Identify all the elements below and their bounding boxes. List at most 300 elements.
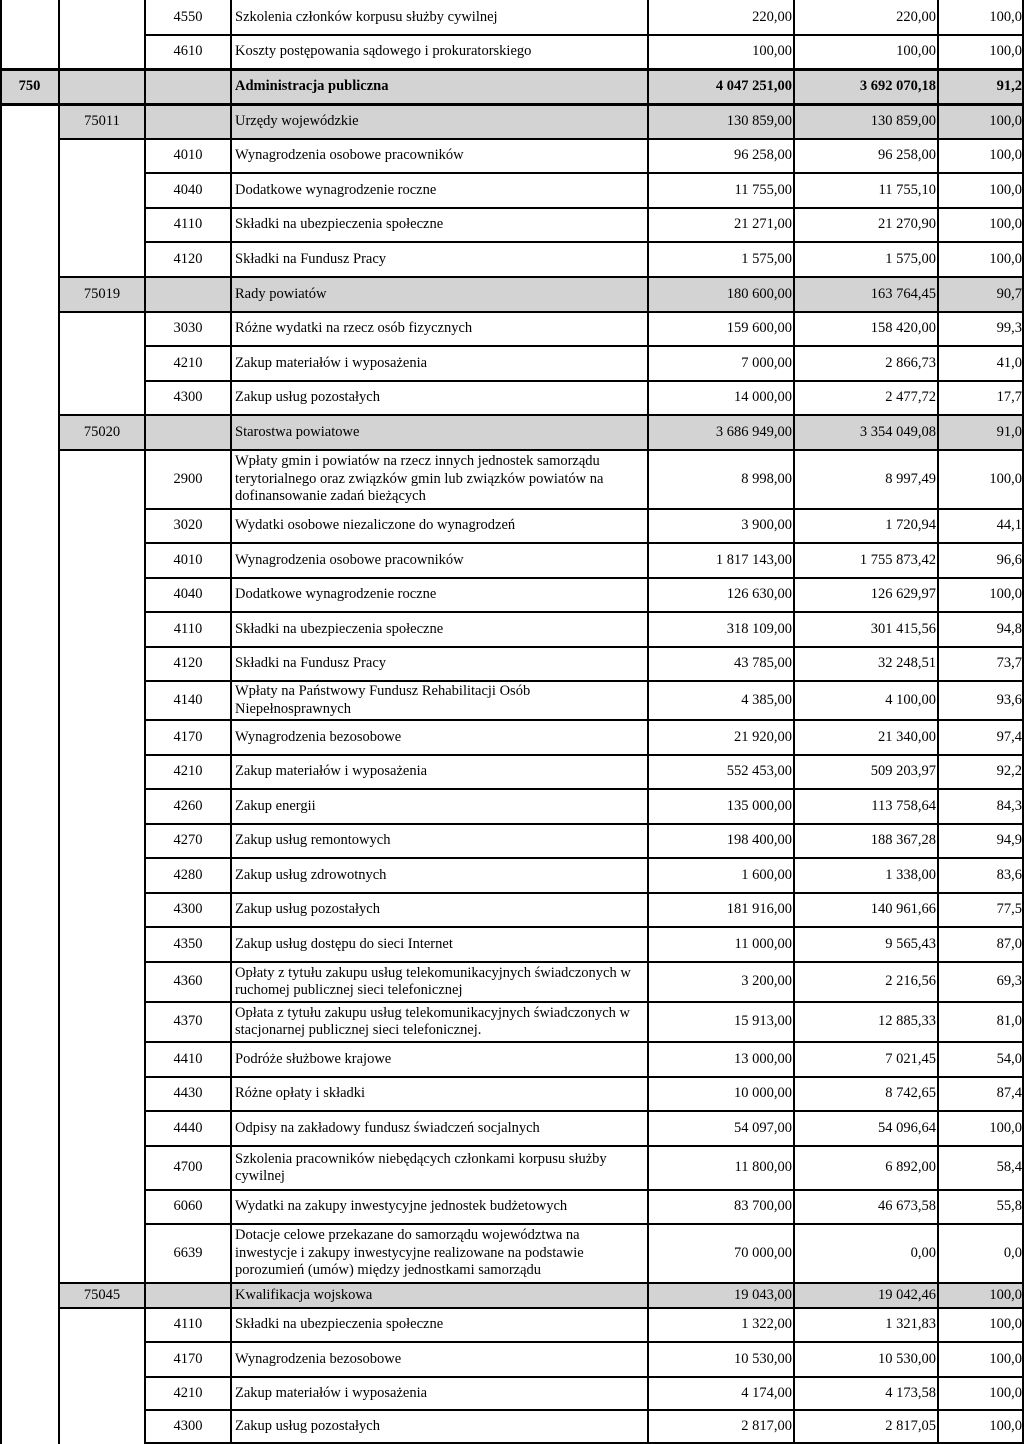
plan-cell <box>648 277 794 312</box>
name-cell <box>231 1077 648 1111</box>
execution-cell <box>794 927 938 962</box>
percent-cell <box>938 0 1024 35</box>
execution-text: 2 477,72 <box>885 389 936 406</box>
plan-text: 21 920,00 <box>734 728 792 745</box>
chapter-cell <box>59 962 145 1002</box>
execution-text: 21 270,90 <box>878 216 936 233</box>
plan-cell <box>648 647 794 681</box>
paragraph-text: 4270 <box>173 832 203 849</box>
execution-text: 2 216,56 <box>885 973 936 990</box>
name-cell <box>231 0 648 35</box>
plan-text: 181 916,00 <box>726 901 792 918</box>
percent-text: 94,8 <box>996 620 1022 637</box>
paragraph-text: 4260 <box>173 797 203 814</box>
chapter-cell <box>59 242 145 277</box>
percent-cell <box>938 1342 1024 1377</box>
paragraph-cell <box>145 208 231 242</box>
paragraph-text: 4110 <box>173 216 203 233</box>
chapter-text: 75019 <box>83 285 121 302</box>
execution-cell <box>794 1077 938 1111</box>
name-cell <box>231 1146 648 1190</box>
execution-text: 3 692 070,18 <box>859 77 936 94</box>
table-row <box>0 893 1024 927</box>
execution-text: 100,00 <box>896 43 936 60</box>
plan-text: 13 000,00 <box>734 1050 792 1067</box>
percent-text: 17,7 <box>996 389 1022 406</box>
plan-text: 198 400,00 <box>726 832 792 849</box>
chapter-cell <box>59 789 145 824</box>
plan-cell <box>648 35 794 69</box>
plan-cell <box>648 242 794 277</box>
table-row <box>0 647 1024 681</box>
dzial-cell <box>0 1111 59 1146</box>
dzial-cell <box>0 1410 59 1444</box>
percent-text: 100,0 <box>989 586 1022 603</box>
percent-text: 99,3 <box>996 320 1022 337</box>
percent-cell <box>938 681 1024 720</box>
execution-text: 8 742,65 <box>885 1085 936 1102</box>
chapter-row <box>0 415 1024 450</box>
dzial-cell <box>0 858 59 893</box>
name-cell <box>231 543 648 578</box>
dzial-cell <box>0 789 59 824</box>
table-row <box>0 450 1024 509</box>
paragraph-text: 4210 <box>173 354 203 371</box>
percent-cell <box>938 104 1024 139</box>
plan-cell <box>648 1377 794 1410</box>
table-row <box>0 509 1024 543</box>
dzial-cell <box>0 277 59 312</box>
execution-cell <box>794 1002 938 1042</box>
plan-text: 14 000,00 <box>734 389 792 406</box>
name-text: Dodatkowe wynagrodzenie roczne <box>235 181 437 198</box>
row-divider <box>145 961 1024 963</box>
dzial-cell <box>0 1283 59 1308</box>
chapter-text: 75045 <box>83 1286 121 1303</box>
paragraph-text: 4170 <box>173 1350 203 1367</box>
row-divider <box>145 1145 1024 1147</box>
dzial-cell <box>0 927 59 962</box>
plan-text: 3 200,00 <box>741 973 792 990</box>
row-divider <box>59 311 1024 313</box>
name-cell <box>231 242 648 277</box>
name-cell <box>231 962 648 1002</box>
execution-cell <box>794 450 938 509</box>
name-text: Zakup materiałów i wyposażenia <box>235 763 428 780</box>
dzial-cell <box>0 312 59 346</box>
plan-cell <box>648 1283 794 1308</box>
paragraph-cell <box>145 1002 231 1042</box>
chapter-cell <box>59 208 145 242</box>
plan-cell <box>648 139 794 173</box>
percent-text: 100,0 <box>989 1286 1022 1303</box>
execution-text: 509 203,97 <box>870 763 936 780</box>
plan-text: 11 800,00 <box>734 1159 792 1176</box>
execution-cell <box>794 1377 938 1410</box>
execution-cell <box>794 509 938 543</box>
table-row <box>0 312 1024 346</box>
table-row <box>0 1077 1024 1111</box>
table-row <box>0 0 1024 35</box>
dzial-cell <box>0 543 59 578</box>
percent-cell <box>938 1377 1024 1410</box>
paragraph-cell <box>145 755 231 789</box>
dzial-cell <box>0 1002 59 1042</box>
paragraph-cell <box>145 1146 231 1190</box>
percent-cell <box>938 927 1024 962</box>
plan-cell <box>648 1410 794 1444</box>
chapter-cell <box>59 1077 145 1111</box>
execution-cell <box>794 893 938 927</box>
table-row <box>0 927 1024 962</box>
paragraph-cell <box>145 578 231 612</box>
dzial-cell <box>0 1342 59 1377</box>
percent-text: 58,4 <box>996 1159 1022 1176</box>
paragraph-cell <box>145 612 231 647</box>
chapter-row <box>0 1283 1024 1308</box>
percent-text: 100,0 <box>989 1418 1022 1435</box>
execution-text: 96 258,00 <box>878 147 936 164</box>
name-text: Zakup usług pozostałych <box>235 1418 380 1435</box>
percent-text: 87,4 <box>996 1085 1022 1102</box>
chapter-cell <box>59 173 145 208</box>
name-text: Składki na Fundusz Pracy <box>235 250 387 267</box>
name-text: Wynagrodzenia bezosobowe <box>235 728 402 745</box>
percent-text: 100,0 <box>989 1119 1022 1136</box>
percent-text: 100,0 <box>989 1384 1022 1401</box>
row-divider <box>145 1223 1024 1225</box>
dzial-cell <box>0 346 59 381</box>
execution-text: 1 720,94 <box>885 517 936 534</box>
percent-text: 100,0 <box>989 1316 1022 1333</box>
name-text: Dotacje celowe przekazane do samorządu województwa na inwestycje i zakupy inwestycyjne realizowane na podstawie porozumień (umów) między jednostkami samorządu <box>235 1227 584 1279</box>
chapter-cell <box>59 647 145 681</box>
paragraph-cell <box>145 346 231 381</box>
execution-text: 12 885,33 <box>878 1013 936 1030</box>
plan-text: 11 755,00 <box>734 181 792 198</box>
chapter-cell <box>59 1377 145 1410</box>
execution-text: 7 021,45 <box>885 1050 936 1067</box>
paragraph-cell <box>145 647 231 681</box>
execution-cell <box>794 1283 938 1308</box>
plan-cell <box>648 415 794 450</box>
plan-cell <box>648 104 794 139</box>
name-cell <box>231 1283 648 1308</box>
plan-text: 135 000,00 <box>726 797 792 814</box>
plan-cell <box>648 824 794 858</box>
dzial-cell <box>0 242 59 277</box>
execution-text: 0,00 <box>910 1244 936 1261</box>
percent-text: 97,4 <box>996 728 1022 745</box>
percent-text: 100,0 <box>989 216 1022 233</box>
name-cell <box>231 1342 648 1377</box>
paragraph-text: 4110 <box>173 1316 203 1333</box>
plan-cell <box>648 1002 794 1042</box>
plan-cell <box>648 543 794 578</box>
execution-text: 9 565,43 <box>885 935 936 952</box>
paragraph-text: 4280 <box>173 866 203 883</box>
execution-text: 140 961,66 <box>870 901 936 918</box>
execution-cell <box>794 543 938 578</box>
row-divider <box>59 276 1024 278</box>
row-divider <box>59 449 1024 451</box>
percent-text: 44,1 <box>996 517 1022 534</box>
plan-text: 1 600,00 <box>741 866 792 883</box>
row-divider <box>145 857 1024 859</box>
row-divider <box>145 1409 1024 1411</box>
name-text: Starostwa powiatowe <box>235 423 360 440</box>
execution-text: 46 673,58 <box>878 1198 936 1215</box>
row-divider <box>145 1189 1024 1191</box>
paragraph-text: 4700 <box>173 1159 203 1176</box>
name-text: Opłaty z tytułu zakupu usług telekomunikacyjnych świadczonych w ruchomej publicznej sieci telefonicznej <box>235 964 631 998</box>
paragraph-text: 4120 <box>173 250 203 267</box>
name-cell <box>231 1002 648 1042</box>
dzial-cell <box>0 1377 59 1410</box>
plan-text: 1 322,00 <box>741 1316 792 1333</box>
table-row <box>0 1190 1024 1224</box>
table-row <box>0 208 1024 242</box>
execution-text: 4 100,00 <box>885 691 936 708</box>
row-divider <box>145 719 1024 721</box>
chapter-cell <box>59 1146 145 1190</box>
column-divider <box>793 0 795 1444</box>
name-text: Składki na ubezpieczenia społeczne <box>235 620 444 637</box>
row-divider <box>145 788 1024 790</box>
column-divider <box>230 0 232 1444</box>
execution-cell <box>794 139 938 173</box>
plan-text: 54 097,00 <box>734 1119 792 1136</box>
plan-text: 15 913,00 <box>734 1013 792 1030</box>
name-text: Zakup energii <box>235 797 316 814</box>
paragraph-cell <box>145 858 231 893</box>
chapter-cell <box>59 381 145 415</box>
percent-cell <box>938 509 1024 543</box>
row-divider <box>145 1001 1024 1003</box>
paragraph-cell <box>145 824 231 858</box>
paragraph-cell <box>145 104 231 139</box>
dzial-cell <box>0 208 59 242</box>
percent-text: 77,5 <box>996 901 1022 918</box>
chapter-cell <box>59 858 145 893</box>
paragraph-cell <box>145 893 231 927</box>
paragraph-cell <box>145 543 231 578</box>
percent-cell <box>938 1410 1024 1444</box>
paragraph-text: 6639 <box>173 1244 203 1261</box>
paragraph-text: 3030 <box>173 320 203 337</box>
execution-cell <box>794 1042 938 1077</box>
percent-cell <box>938 1042 1024 1077</box>
paragraph-text: 4300 <box>173 901 203 918</box>
chapter-cell <box>59 893 145 927</box>
paragraph-cell <box>145 1190 231 1224</box>
percent-cell <box>938 962 1024 1002</box>
name-text: Podróże służbowe krajowe <box>235 1050 392 1067</box>
dzial-cell <box>0 824 59 858</box>
execution-text: 301 415,56 <box>870 620 936 637</box>
chapter-cell <box>59 1002 145 1042</box>
plan-cell <box>648 1146 794 1190</box>
chapter-cell <box>59 415 145 450</box>
name-text: Wpłaty gmin i powiatów na rzecz innych jednostek samorządu terytorialnego oraz związków gmin lub związków powiatów na dofinansowanie zadań bieżących <box>235 453 604 505</box>
plan-text: 130 859,00 <box>726 112 792 129</box>
name-cell <box>231 612 648 647</box>
dzial-cell <box>0 1190 59 1224</box>
plan-cell <box>648 312 794 346</box>
execution-cell <box>794 0 938 35</box>
row-divider <box>145 823 1024 825</box>
percent-cell <box>938 612 1024 647</box>
name-text: Urzędy wojewódzkie <box>235 112 359 129</box>
row-divider <box>145 172 1024 174</box>
name-cell <box>231 277 648 312</box>
execution-text: 11 755,10 <box>878 181 936 198</box>
percent-cell <box>938 1077 1024 1111</box>
percent-text: 41,0 <box>996 354 1022 371</box>
percent-cell <box>938 1224 1024 1283</box>
execution-cell <box>794 578 938 612</box>
column-divider <box>0 0 2 1444</box>
paragraph-cell <box>145 312 231 346</box>
execution-text: 2 866,73 <box>885 354 936 371</box>
execution-text: 8 997,49 <box>885 470 936 487</box>
table-row <box>0 858 1024 893</box>
percent-cell <box>938 208 1024 242</box>
execution-text: 1 575,00 <box>885 250 936 267</box>
row-divider <box>145 241 1024 243</box>
percent-text: 100,0 <box>989 1350 1022 1367</box>
percent-text: 84,3 <box>996 797 1022 814</box>
table-row <box>0 1111 1024 1146</box>
paragraph-cell <box>145 1410 231 1444</box>
chapter-cell <box>59 681 145 720</box>
table-row <box>0 139 1024 173</box>
paragraph-text: 4410 <box>173 1050 203 1067</box>
percent-text: 100,0 <box>989 8 1022 25</box>
name-cell <box>231 647 648 681</box>
percent-cell <box>938 381 1024 415</box>
name-cell <box>231 1410 648 1444</box>
execution-cell <box>794 962 938 1002</box>
execution-text: 54 096,64 <box>878 1119 936 1136</box>
dzial-cell <box>0 720 59 755</box>
table-row <box>0 173 1024 208</box>
chapter-cell <box>59 1190 145 1224</box>
percent-text: 54,0 <box>996 1050 1022 1067</box>
paragraph-cell <box>145 1308 231 1342</box>
name-text: Zakup usług zdrowotnych <box>235 866 387 883</box>
paragraph-text: 4370 <box>173 1013 203 1030</box>
plan-cell <box>648 69 794 104</box>
paragraph-text: 4010 <box>173 147 203 164</box>
chapter-cell <box>59 277 145 312</box>
execution-cell <box>794 681 938 720</box>
plan-text: 4 047 251,00 <box>715 77 792 94</box>
name-cell <box>231 35 648 69</box>
name-text: Wynagrodzenia osobowe pracowników <box>235 147 464 164</box>
row-divider <box>145 508 1024 510</box>
percent-cell <box>938 543 1024 578</box>
paragraph-text: 4550 <box>173 8 203 25</box>
column-divider <box>144 0 146 1444</box>
execution-text: 126 629,97 <box>870 586 936 603</box>
plan-cell <box>648 208 794 242</box>
plan-text: 1 575,00 <box>741 250 792 267</box>
name-text: Zakup usług dostępu do sieci Internet <box>235 935 453 952</box>
execution-text: 113 758,64 <box>871 797 936 814</box>
row-divider <box>145 1041 1024 1043</box>
plan-text: 8 998,00 <box>741 470 792 487</box>
plan-text: 552 453,00 <box>726 763 792 780</box>
table-row <box>0 381 1024 415</box>
paragraph-text: 4140 <box>173 691 203 708</box>
execution-cell <box>794 1342 938 1377</box>
plan-text: 83 700,00 <box>734 1198 792 1215</box>
plan-cell <box>648 173 794 208</box>
name-cell <box>231 173 648 208</box>
name-cell <box>231 858 648 893</box>
plan-cell <box>648 0 794 35</box>
plan-text: 10 000,00 <box>734 1085 792 1102</box>
paragraph-cell <box>145 509 231 543</box>
chapter-cell <box>59 612 145 647</box>
plan-text: 126 630,00 <box>726 586 792 603</box>
dzial-cell <box>0 1224 59 1283</box>
plan-text: 4 174,00 <box>741 1384 792 1401</box>
table-row <box>0 35 1024 69</box>
chapter-cell <box>59 346 145 381</box>
chapter-cell <box>59 1308 145 1342</box>
name-text: Różne opłaty i składki <box>235 1085 366 1102</box>
execution-cell <box>794 789 938 824</box>
percent-text: 92,2 <box>996 763 1022 780</box>
plan-cell <box>648 927 794 962</box>
plan-cell <box>648 1342 794 1377</box>
paragraph-cell <box>145 173 231 208</box>
paragraph-text: 4350 <box>173 935 203 952</box>
paragraph-cell <box>145 720 231 755</box>
execution-cell <box>794 277 938 312</box>
plan-text: 21 271,00 <box>734 216 792 233</box>
percent-text: 90,7 <box>996 285 1022 302</box>
paragraph-text: 4300 <box>173 1418 203 1435</box>
table-row <box>0 1146 1024 1190</box>
paragraph-cell <box>145 0 231 35</box>
percent-cell <box>938 647 1024 681</box>
paragraph-text: 4430 <box>173 1085 203 1102</box>
dzial-cell <box>0 962 59 1002</box>
plan-cell <box>648 450 794 509</box>
chapter-cell <box>59 824 145 858</box>
row-divider <box>59 414 1024 416</box>
row-divider <box>0 68 1024 71</box>
name-text: Wpłaty na Państwowy Fundusz Rehabilitacji Osób Niepełnosprawnych <box>235 683 531 717</box>
paragraph-text: 4170 <box>173 728 203 745</box>
name-cell <box>231 312 648 346</box>
percent-cell <box>938 1190 1024 1224</box>
chapter-row <box>0 277 1024 312</box>
execution-cell <box>794 104 938 139</box>
percent-cell <box>938 1146 1024 1190</box>
dzial-cell <box>0 381 59 415</box>
percent-cell <box>938 789 1024 824</box>
dzial-cell <box>0 0 59 35</box>
execution-text: 10 530,00 <box>878 1350 936 1367</box>
name-text: Dodatkowe wynagrodzenie roczne <box>235 586 437 603</box>
name-text: Składki na ubezpieczenia społeczne <box>235 1316 444 1333</box>
name-cell <box>231 681 648 720</box>
name-text: Wydatki na zakupy inwestycyjne jednostek budżetowych <box>235 1198 568 1215</box>
